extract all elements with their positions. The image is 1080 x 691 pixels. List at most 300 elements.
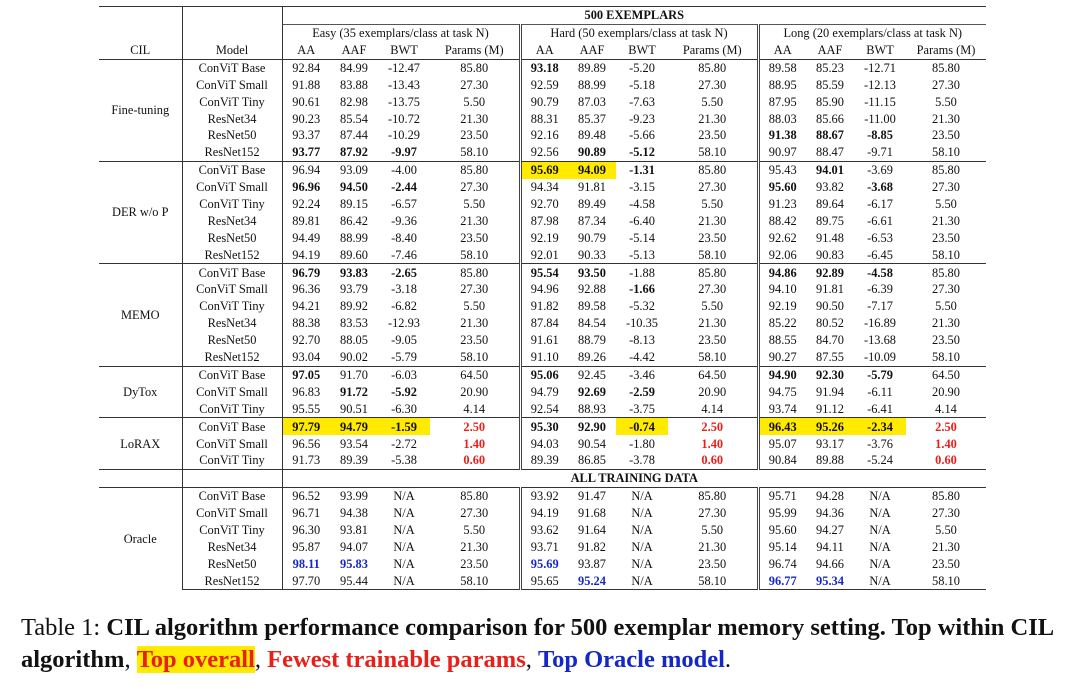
header-hard-bwt: BWT [616,42,668,59]
empty-header-cell [99,24,182,41]
cell-hard-params: 23.50 [698,128,727,143]
cell-easy-aa: 98.11 [292,556,320,571]
model-name: ResNet152 [182,246,282,263]
cell-long-bwt: -9.71 [867,145,893,160]
cell-long-bwt: N/A [869,522,891,537]
cell-hard-aa: 92.16 [520,127,568,144]
table-row [99,77,986,94]
cell-easy-aaf: 95.44 [330,572,378,589]
cell-long-params: 85.80 [906,162,986,179]
cell-easy-aaf: 93.99 [330,487,378,504]
header-hard-params: Params (M) [668,42,758,59]
table-row [99,281,986,298]
cell-hard-params: 27.30 [698,77,727,92]
cell-easy-params: 85.80 [430,487,520,504]
cell-hard-bwt: -3.46 [616,366,668,383]
table-row [99,246,986,263]
cell-easy-aa: 96.56 [292,436,321,451]
cell-easy-params: 58.10 [460,145,489,160]
table-row [99,315,986,332]
cell-hard-aa: 94.79 [520,384,568,401]
cell-hard-bwt: -6.40 [629,213,655,228]
table-row [99,400,986,417]
cell-easy-aa: 95.87 [292,539,321,554]
caption-separator: , [124,646,137,673]
model-name: ConViT Small [182,505,282,522]
model-name: ResNet50 [182,127,282,144]
table-row [99,179,986,196]
cell-easy-bwt: -1.59 [378,418,430,435]
cell-hard-aa: 95.69 [520,556,568,573]
table-row [99,127,986,144]
cell-easy-bwt: -2.44 [391,180,417,195]
cell-hard-params: 58.10 [668,572,758,589]
cell-easy-aaf: 87.44 [340,128,368,143]
cell-long-params: 27.30 [932,180,960,195]
cell-hard-aaf: 92.90 [568,418,616,435]
cil-algorithm-name: MEMO [99,264,182,366]
cell-long-bwt: -6.53 [867,230,893,245]
table-row [99,144,986,161]
cell-hard-bwt: -5.66 [629,128,655,143]
cell-hard-params: 5.50 [701,522,724,537]
cell-long-params: 58.10 [906,572,986,589]
cell-long-aaf: 91.81 [816,282,844,297]
cell-hard-aaf: 91.68 [578,506,606,521]
cell-long-bwt: -6.39 [867,282,893,297]
cell-easy-params: 58.10 [460,350,489,365]
cell-easy-aa: 94.21 [292,299,321,314]
cell-hard-aa: 93.92 [520,487,568,504]
cell-easy-bwt: -6.57 [391,197,417,212]
table-row [99,349,986,366]
cell-easy-params: 23.50 [460,230,489,245]
cell-long-params: 23.50 [932,230,960,245]
cell-long-bwt: -6.45 [867,247,893,262]
cell-easy-aaf: 88.99 [340,230,368,245]
header-group-hard: Hard (50 exemplars/class at task N) [520,24,758,41]
cell-hard-aaf: 89.89 [578,60,606,75]
cell-easy-params: 27.30 [460,77,489,92]
cell-hard-aaf: 84.54 [578,316,606,331]
cell-hard-aaf: 87.34 [578,213,606,228]
cell-easy-params: 0.60 [463,453,486,468]
caption-separator: , [525,646,538,673]
model-name: ResNet152 [182,144,282,161]
cil-algorithm-name: Fine-tuning [99,59,182,161]
cell-easy-aaf: 93.09 [330,162,378,179]
cell-long-bwt: N/A [869,506,891,521]
cell-easy-params: 27.30 [460,282,489,297]
cell-hard-bwt: N/A [616,572,668,589]
cell-easy-aa: 96.96 [292,180,321,195]
table-row [99,435,986,452]
cell-easy-bwt: -9.36 [391,213,417,228]
cell-easy-aaf: 87.92 [340,145,368,160]
cell-long-aaf: 95.34 [806,572,854,589]
cell-hard-aa: 92.70 [520,196,568,213]
cell-easy-aa: 96.30 [292,522,321,537]
cell-long-aa: 95.07 [758,435,806,452]
cell-easy-aaf: 90.51 [340,401,368,416]
cell-easy-aa: 94.19 [292,247,321,262]
cell-hard-aa: 95.30 [520,418,568,435]
cell-easy-params: 21.30 [460,111,489,126]
cell-easy-bwt: N/A [378,572,430,589]
cell-long-aaf: 89.88 [816,453,844,468]
cell-long-params: 85.80 [906,264,986,281]
header-easy-params: Params (M) [430,42,520,59]
cell-long-bwt: -13.68 [863,333,896,348]
cell-long-bwt: N/A [869,556,891,571]
cell-easy-aa: 96.79 [282,264,330,281]
empty-header-cell [182,470,282,488]
cell-hard-aaf: 88.93 [578,401,606,416]
empty-header-cell [99,470,182,488]
cell-long-aa: 91.23 [758,196,806,213]
cell-hard-aaf: 90.33 [578,247,606,262]
cell-easy-params: 58.10 [430,572,520,589]
cell-long-params: 0.60 [935,453,957,468]
cell-long-params: 5.50 [935,197,957,212]
cell-hard-aaf: 89.49 [578,197,606,212]
cell-long-aa: 88.95 [758,77,806,94]
cell-easy-params: 4.14 [463,401,486,416]
cell-long-bwt: N/A [869,539,891,554]
cell-long-params: 85.80 [906,487,986,504]
cell-long-aaf: 90.50 [816,299,844,314]
cell-hard-aa: 94.34 [520,179,568,196]
cell-hard-aa: 93.71 [520,539,568,556]
cell-easy-aaf: 94.38 [340,506,368,521]
cell-easy-bwt: -13.43 [387,77,420,92]
cell-easy-bwt: -10.29 [387,128,420,143]
cell-hard-aa: 95.06 [520,366,568,383]
cell-long-aa: 85.22 [758,315,806,332]
cell-long-aa: 96.74 [758,556,806,573]
cell-long-aa: 88.03 [758,110,806,127]
cell-long-aaf: 92.89 [806,264,854,281]
cell-long-aaf: 94.01 [806,162,854,179]
caption-fewest-params: Fewest trainable params [267,646,526,673]
cell-long-aaf: 80.52 [816,316,844,331]
model-name: ConViT Base [182,264,282,281]
cell-hard-aaf: 93.50 [568,264,616,281]
cell-long-aa: 90.97 [758,144,806,161]
cell-long-bwt: -6.61 [867,213,893,228]
caption-top-overall: Top overall [136,646,255,673]
table-row [99,505,986,522]
cell-long-params: 20.90 [932,384,960,399]
cell-easy-aa: 90.61 [292,94,321,109]
cell-long-params: 1.40 [935,436,957,451]
cell-hard-aaf: 95.24 [568,572,616,589]
cell-easy-aaf: 94.79 [330,418,378,435]
cell-easy-params: 2.50 [430,418,520,435]
cell-long-params: 21.30 [932,213,960,228]
cell-easy-params: 27.30 [460,180,489,195]
cell-hard-bwt: -1.80 [629,436,655,451]
cell-long-params: 23.50 [932,128,960,143]
table-row [99,487,986,504]
cell-hard-aaf: 85.37 [578,111,606,126]
cell-long-aa: 88.55 [758,332,806,349]
cell-hard-aa: 94.03 [520,435,568,452]
cell-long-bwt: -6.17 [867,197,893,212]
cell-easy-aaf: 93.79 [340,282,368,297]
cell-easy-aaf: 88.05 [340,333,368,348]
empty-header-cell [182,7,282,25]
cell-long-aaf: 95.26 [806,418,854,435]
cell-hard-bwt: -5.20 [629,60,655,75]
cell-easy-params: 85.80 [460,60,489,75]
cell-hard-aaf: 93.87 [578,556,606,571]
cell-easy-params: 5.50 [463,197,486,212]
header-long-aaf: AAF [806,42,854,59]
empty-header-cell [99,7,182,25]
model-name: ConViT Base [182,366,282,383]
cell-hard-aaf: 90.89 [578,145,606,160]
cell-long-aaf: 85.23 [816,60,844,75]
header-long-aa: AA [758,42,806,59]
header-all-training-data: ALL TRAINING DATA [282,470,986,488]
cell-long-aaf: 88.67 [816,128,844,143]
cell-hard-bwt: N/A [631,539,653,554]
cell-long-aaf: 89.64 [816,197,844,212]
cell-easy-bwt: -3.18 [391,282,417,297]
cell-long-bwt: -2.34 [854,418,906,435]
cell-easy-aa: 92.24 [292,197,321,212]
table-body [99,7,986,590]
cell-easy-aa: 93.77 [292,145,321,160]
cell-easy-params: 5.50 [463,94,486,109]
cell-hard-bwt: N/A [631,522,653,537]
cell-long-bwt: -5.24 [867,453,893,468]
cell-long-aa: 92.62 [758,230,806,247]
cell-easy-aaf: 82.98 [340,94,368,109]
cell-long-aaf: 85.66 [816,111,844,126]
table-row [99,213,986,230]
cell-hard-aa: 94.19 [520,505,568,522]
cell-hard-bwt: -3.15 [629,180,655,195]
cell-easy-bwt: -9.97 [391,145,417,160]
cell-easy-aaf: 94.50 [340,180,368,195]
cell-long-aa: 92.19 [758,298,806,315]
cell-long-aa: 90.27 [758,349,806,366]
cell-hard-params: 21.30 [698,111,727,126]
cell-hard-params: 58.10 [698,145,727,160]
cell-hard-aaf: 90.79 [578,230,606,245]
cell-hard-aa: 87.84 [520,315,568,332]
cell-hard-aaf: 91.47 [568,487,616,504]
table-row [99,452,986,469]
cell-easy-bwt: -6.82 [391,299,417,314]
cell-hard-aaf: 89.48 [578,128,606,143]
cell-hard-bwt: -5.18 [629,77,655,92]
cell-hard-aa: 90.79 [520,93,568,110]
model-name: ResNet152 [182,349,282,366]
header-cil: CIL [99,42,182,59]
cell-long-bwt: -3.68 [867,180,893,195]
cil-algorithm-name: LoRAX [99,418,182,470]
table-row [99,93,986,110]
cell-hard-aa: 95.65 [520,572,568,589]
cell-easy-aa: 96.83 [292,384,321,399]
cell-long-params: 23.50 [932,333,960,348]
cell-long-aa: 92.06 [758,246,806,263]
cell-long-params: 23.50 [932,556,960,571]
cell-long-bwt: -11.15 [864,94,896,109]
model-name: ResNet34 [182,110,282,127]
cell-easy-params: 27.30 [460,506,489,521]
cell-hard-aaf: 90.54 [578,436,606,451]
cell-long-bwt: -5.79 [854,366,906,383]
cell-easy-aaf: 93.83 [330,264,378,281]
header-group-easy: Easy (35 exemplars/class at task N) [282,24,520,41]
cell-hard-aa: 91.10 [520,349,568,366]
cell-hard-bwt: -1.66 [629,282,655,297]
cell-easy-bwt: -13.75 [387,94,420,109]
model-name: ConViT Tiny [182,196,282,213]
cell-hard-bwt: -1.88 [616,264,668,281]
cell-hard-params: 23.50 [698,230,727,245]
cell-easy-aa: 96.71 [292,506,321,521]
model-name: ResNet50 [182,230,282,247]
cell-long-aaf: 94.28 [806,487,854,504]
cell-hard-aaf: 86.85 [578,453,606,468]
table-row [99,298,986,315]
cell-hard-aaf: 89.26 [578,350,606,365]
cell-easy-aa: 96.94 [282,162,330,179]
cell-long-bwt: -7.17 [867,299,893,314]
cell-hard-params: 27.30 [698,282,727,297]
cell-easy-aaf: 89.39 [340,453,368,468]
cell-easy-aa: 95.55 [292,401,321,416]
cell-easy-aaf: 84.99 [340,60,368,75]
cell-hard-bwt: -5.13 [629,247,655,262]
cell-easy-params: 23.50 [460,128,489,143]
header-hard-aa: AA [520,42,568,59]
cell-long-bwt: -8.85 [867,128,893,143]
cell-hard-params: 23.50 [698,333,727,348]
model-name: ConViT Tiny [182,93,282,110]
oracle-header-row [99,470,986,488]
cell-long-params: 5.50 [935,94,957,109]
cell-long-bwt: N/A [854,572,906,589]
cell-long-params: 4.14 [935,401,957,416]
cell-long-bwt: -3.69 [854,162,906,179]
cell-hard-aa: 94.96 [520,281,568,298]
cell-hard-aa: 93.18 [520,59,568,76]
cell-easy-aaf: 91.70 [330,366,378,383]
cell-long-bwt: N/A [854,487,906,504]
cell-easy-bwt: -6.30 [391,401,417,416]
header-row-metrics [99,42,986,59]
cell-hard-aa: 92.01 [520,246,568,263]
cell-long-bwt: -12.71 [863,60,896,75]
cell-long-aa: 90.84 [758,452,806,469]
cell-hard-bwt: -8.13 [629,333,655,348]
cell-easy-bwt: -7.46 [391,247,417,262]
cell-hard-params: 58.10 [698,247,727,262]
header-row-main [99,7,986,25]
cell-hard-bwt: -5.32 [629,299,655,314]
model-name: ConViT Small [182,384,282,401]
model-name: ResNet50 [182,332,282,349]
cell-easy-aa: 97.05 [282,366,330,383]
cell-long-aa: 89.58 [758,59,806,76]
cell-long-aa: 91.38 [758,127,806,144]
cell-hard-aa: 95.54 [520,264,568,281]
table-row [99,162,986,179]
cell-long-bwt: -16.89 [863,316,896,331]
table-row [99,264,986,281]
cell-hard-aaf: 88.79 [578,333,606,348]
cell-long-aa: 96.77 [758,572,806,589]
cell-hard-aaf: 92.45 [568,366,616,383]
model-name: ConViT Base [182,418,282,435]
model-name: ResNet34 [182,315,282,332]
cell-hard-params: 0.60 [701,453,724,468]
caption-top-oracle: Top Oracle model [537,646,725,673]
cell-easy-aaf: 95.83 [340,556,368,571]
cell-easy-params: 5.50 [463,299,486,314]
model-name: ConViT Small [182,281,282,298]
cell-long-aa: 88.42 [758,213,806,230]
cell-long-aa: 95.60 [758,179,806,196]
cell-long-aaf: 90.83 [816,247,844,262]
cell-easy-bwt: -12.93 [387,316,420,331]
cell-hard-aa: 93.62 [520,522,568,539]
cell-easy-params: 85.80 [430,162,520,179]
cell-easy-bwt: N/A [393,556,415,571]
header-500-exemplars: 500 EXEMPLARS [282,7,986,25]
cell-hard-bwt: -4.42 [629,350,655,365]
header-easy-aa: AA [282,42,330,59]
cell-long-params: 5.50 [935,522,957,537]
cell-long-aa: 95.14 [758,539,806,556]
cell-hard-bwt: -1.31 [616,162,668,179]
table-row [99,556,986,573]
table-row [99,539,986,556]
model-name: ConViT Small [182,77,282,94]
cell-easy-bwt: N/A [393,506,415,521]
cell-easy-params: 85.80 [430,264,520,281]
cell-hard-aa: 92.56 [520,144,568,161]
cell-hard-params: 85.80 [668,487,758,504]
cell-long-params: 21.30 [932,539,960,554]
cell-easy-aa: 88.38 [292,316,321,331]
empty-header-cell [182,24,282,41]
cell-long-params: 27.30 [932,506,960,521]
cell-hard-aa: 87.98 [520,213,568,230]
cell-hard-params: 21.30 [698,539,727,554]
cell-long-aaf: 94.11 [816,539,844,554]
cell-long-aaf: 87.55 [816,350,844,365]
cell-easy-params: 20.90 [460,384,489,399]
cell-long-bwt: -3.76 [867,436,893,451]
model-name: ConViT Small [182,179,282,196]
cell-easy-params: 23.50 [460,556,489,571]
header-easy-aaf: AAF [330,42,378,59]
model-name: ResNet34 [182,213,282,230]
cell-hard-bwt: -3.78 [629,453,655,468]
cell-easy-aa: 90.23 [292,111,321,126]
cell-easy-aa: 97.79 [282,418,330,435]
cell-easy-aa: 96.36 [292,282,321,297]
cell-long-params: 21.30 [932,316,960,331]
cell-easy-params: 58.10 [460,247,489,262]
